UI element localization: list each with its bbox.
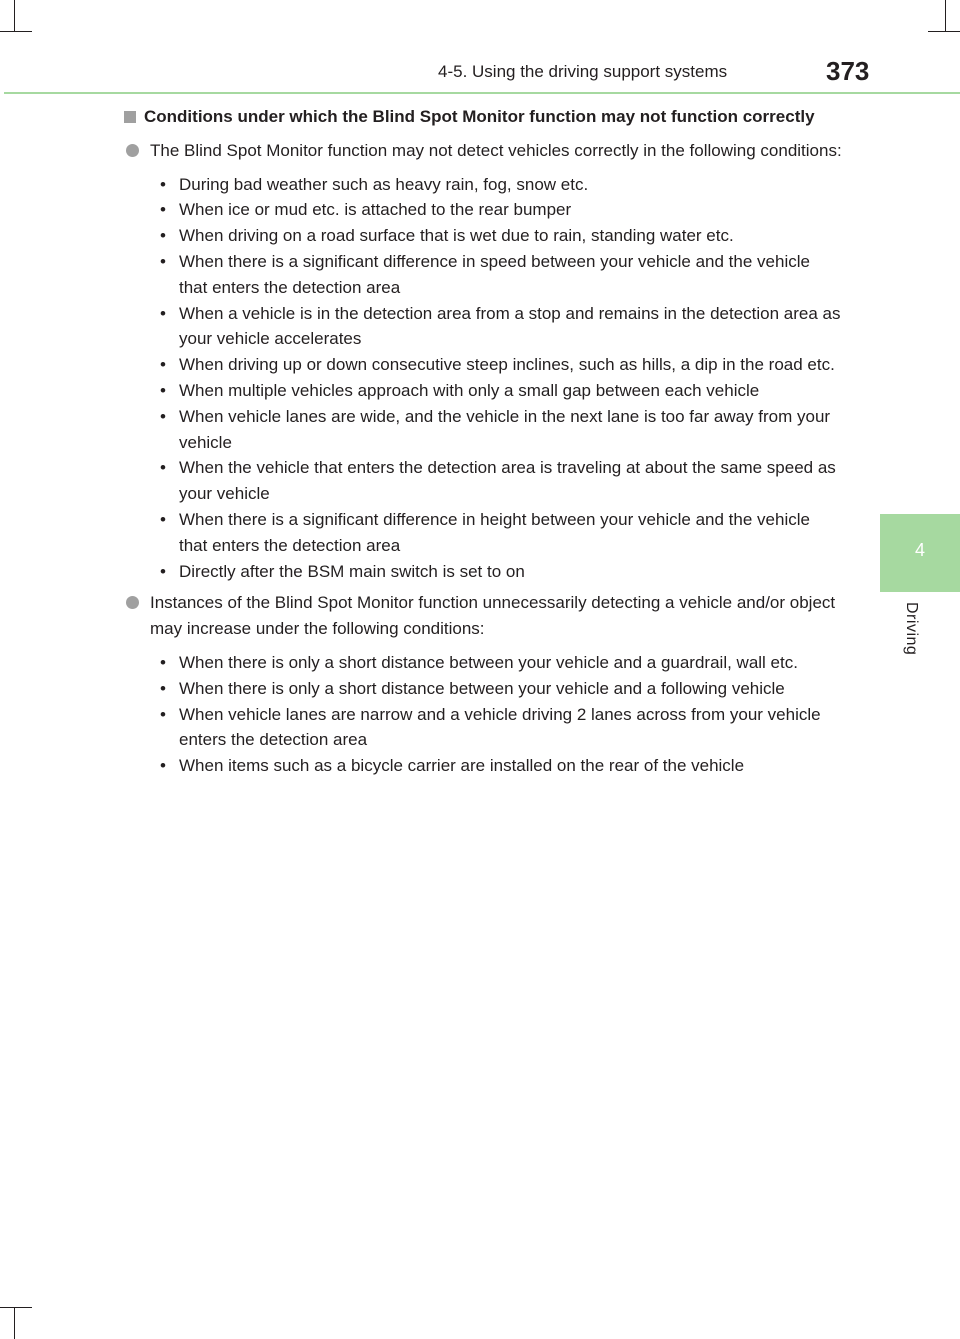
list-item: • When vehicle lanes are narrow and a vehicle driving 2 lanes across from your vehicle enters the detection area — [160, 704, 821, 750]
crop-mark-top-right-horizontal — [928, 31, 960, 32]
list-item: • When driving up or down consecutive steep inclines, such as hills, a dip in the road etc. — [160, 355, 835, 375]
list-item: • When there is a significant difference in speed between your vehicle and the vehicle that enters the detection area — [160, 251, 810, 297]
crop-mark-top-left-horizontal — [0, 31, 32, 32]
list-item: • During bad weather such as heavy rain, fog, snow etc. — [160, 174, 589, 194]
list-item: • When there is only a short distance between your vehicle and a guardrail, wall etc. — [160, 652, 798, 672]
condition-group — [124, 590, 842, 642]
bullet-dot-icon — [126, 596, 139, 609]
chapter-number: 4 — [914, 540, 925, 560]
list-item: • When there is only a short distance between your vehicle and a following vehicle — [160, 678, 785, 698]
list-item: • When ice or mud etc. is attached to the rear bumper — [160, 200, 572, 220]
crop-mark-bottom-left-vertical — [14, 1307, 15, 1339]
section-heading — [124, 104, 842, 130]
chapter-tab — [880, 514, 960, 592]
group-intro: The Blind Spot Monitor function may not detect vehicles correctly in the following conditions: — [150, 140, 842, 160]
list-item: • When multiple vehicles approach with only a small gap between each vehicle — [160, 380, 760, 400]
list-item: • When there is a significant difference in height between your vehicle and the vehicle that enters the detection area — [160, 509, 810, 555]
list-item: • When driving on a road surface that is wet due to rain, standing water etc. — [160, 226, 734, 246]
condition-list — [124, 172, 842, 585]
condition-group — [124, 138, 842, 164]
crop-mark-top-right-vertical — [945, 0, 946, 32]
heading-text: Conditions under which the Blind Spot Monitor function may not function correctly — [144, 107, 815, 126]
list-item: • When the vehicle that enters the detection area is traveling at about the same speed as your vehicle — [160, 458, 836, 504]
header-rule — [4, 92, 960, 94]
list-item: • When vehicle lanes are wide, and the vehicle in the next lane is too far away from your vehicle — [160, 406, 831, 452]
list-item: • When items such as a bicycle carrier are installed on the rear of the vehicle — [160, 756, 745, 776]
bullet-dot-icon — [126, 144, 139, 157]
section-title: 4-5. Using the driving support systems — [438, 62, 728, 81]
list-item: • Directly after the BSM main switch is set to on — [160, 561, 525, 581]
heading-square-icon — [124, 111, 136, 123]
page-number: 373 — [826, 56, 870, 86]
chapter-label: Driving — [903, 602, 920, 656]
crop-mark-bottom-left-horizontal — [0, 1307, 32, 1308]
crop-mark-top-left-vertical — [14, 0, 15, 32]
group-intro: Instances of the Blind Spot Monitor function unnecessarily detecting a vehicle and/or object may increase under the following conditions: — [150, 593, 836, 639]
list-item: • When a vehicle is in the detection area from a stop and remains in the detection area as your vehicle accelerates — [160, 303, 841, 349]
condition-list — [124, 650, 842, 779]
main-content — [124, 104, 842, 785]
